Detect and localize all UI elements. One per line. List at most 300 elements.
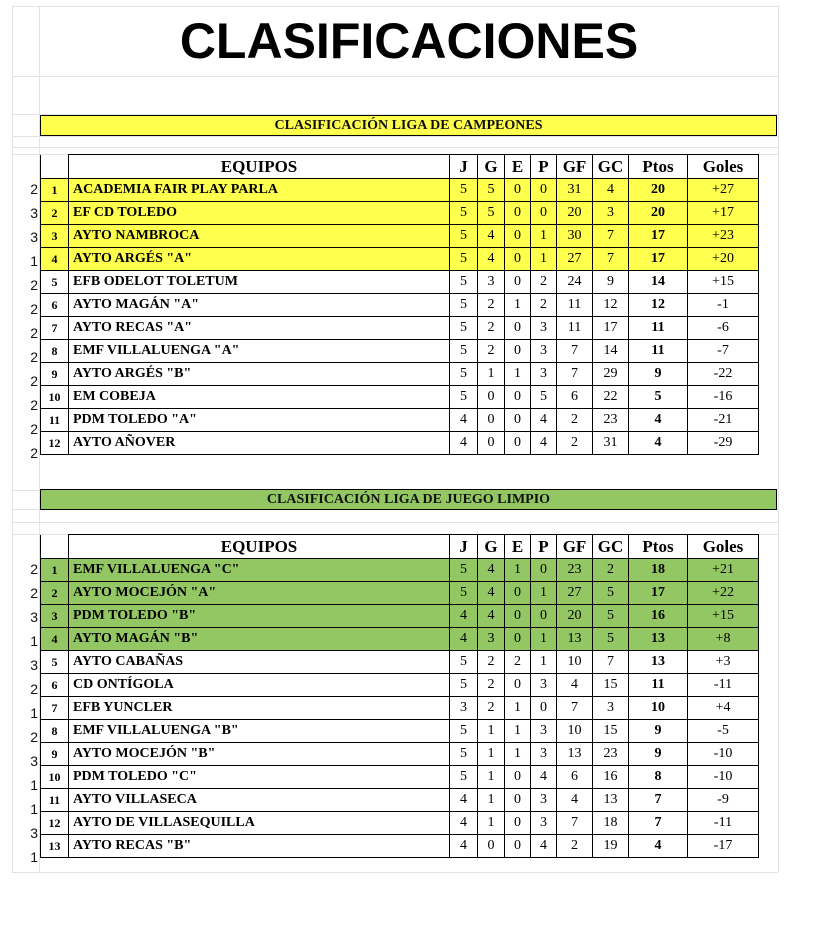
cell-goles: +22 (688, 582, 759, 605)
column-header: P (531, 155, 557, 179)
cell-p: 3 (531, 674, 557, 697)
cell-team: ACADEMIA FAIR PLAY PARLA (69, 179, 450, 202)
cell-pts: 8 (629, 766, 688, 789)
cell-e: 0 (505, 202, 531, 225)
cell-j: 5 (450, 363, 478, 386)
cell-gf: 10 (557, 651, 593, 674)
cell-gf: 7 (557, 363, 593, 386)
cell-team: EMF VILLALUENGA "B" (69, 720, 450, 743)
row-side-number: 3 (30, 825, 38, 841)
cell-j: 5 (450, 766, 478, 789)
cell-gc: 16 (593, 766, 629, 789)
column-header: G (478, 155, 505, 179)
cell-pos: 3 (41, 605, 69, 628)
cell-pos: 2 (41, 202, 69, 225)
table-row (41, 835, 759, 858)
cell-team: AYTO ARGÉS "B" (69, 363, 450, 386)
cell-goles: -5 (688, 720, 759, 743)
row-side-number: 2 (30, 729, 38, 745)
table-row (41, 363, 759, 386)
cell-goles: -6 (688, 317, 759, 340)
column-header: GF (557, 535, 593, 559)
row-side-number: 2 (30, 373, 38, 389)
cell-gc: 19 (593, 835, 629, 858)
cell-gc: 15 (593, 674, 629, 697)
cell-goles: +15 (688, 271, 759, 294)
cell-p: 3 (531, 743, 557, 766)
cell-team: AYTO VILLASECA (69, 789, 450, 812)
cell-p: 3 (531, 340, 557, 363)
cell-p: 0 (531, 202, 557, 225)
cell-team: EMF VILLALUENGA "A" (69, 340, 450, 363)
cell-g: 4 (478, 582, 505, 605)
cell-pts: 7 (629, 789, 688, 812)
cell-gc: 22 (593, 386, 629, 409)
column-header: E (505, 155, 531, 179)
section-campeones-header: CLASIFICACIÓN LIGA DE CAMPEONES (40, 115, 777, 136)
cell-goles: -7 (688, 340, 759, 363)
cell-p: 0 (531, 697, 557, 720)
column-header: J (450, 155, 478, 179)
table-row (41, 179, 759, 202)
cell-g: 2 (478, 697, 505, 720)
table-row (41, 340, 759, 363)
row-side-number: 1 (30, 705, 38, 721)
cell-e: 0 (505, 225, 531, 248)
cell-gf: 27 (557, 248, 593, 271)
cell-team: EFB YUNCLER (69, 697, 450, 720)
cell-j: 4 (450, 605, 478, 628)
cell-gc: 5 (593, 628, 629, 651)
cell-e: 0 (505, 582, 531, 605)
cell-team: PDM TOLEDO "A" (69, 409, 450, 432)
cell-g: 1 (478, 743, 505, 766)
cell-gc: 5 (593, 605, 629, 628)
cell-g: 4 (478, 605, 505, 628)
cell-gc: 9 (593, 271, 629, 294)
table-row (41, 202, 759, 225)
cell-e: 0 (505, 386, 531, 409)
column-header: G (478, 535, 505, 559)
cell-pts: 5 (629, 386, 688, 409)
cell-pts: 17 (629, 248, 688, 271)
cell-g: 0 (478, 386, 505, 409)
cell-pos: 6 (41, 294, 69, 317)
cell-pts: 20 (629, 202, 688, 225)
cell-p: 5 (531, 386, 557, 409)
cell-g: 0 (478, 432, 505, 455)
cell-j: 5 (450, 317, 478, 340)
cell-p: 1 (531, 651, 557, 674)
cell-team: PDM TOLEDO "C" (69, 766, 450, 789)
row-side-number: 2 (30, 681, 38, 697)
cell-j: 4 (450, 432, 478, 455)
cell-e: 0 (505, 766, 531, 789)
cell-p: 0 (531, 559, 557, 582)
cell-team: AYTO RECAS "B" (69, 835, 450, 858)
cell-goles: +23 (688, 225, 759, 248)
cell-p: 0 (531, 179, 557, 202)
cell-pts: 13 (629, 628, 688, 651)
cell-gf: 2 (557, 432, 593, 455)
header-blank-cell (41, 535, 69, 559)
cell-gf: 4 (557, 789, 593, 812)
cell-j: 5 (450, 271, 478, 294)
table-row (41, 720, 759, 743)
cell-pts: 11 (629, 340, 688, 363)
cell-pos: 12 (41, 432, 69, 455)
column-header: E (505, 535, 531, 559)
cell-j: 5 (450, 743, 478, 766)
cell-goles: +17 (688, 202, 759, 225)
cell-e: 0 (505, 248, 531, 271)
cell-g: 2 (478, 317, 505, 340)
cell-j: 5 (450, 559, 478, 582)
cell-j: 5 (450, 202, 478, 225)
cell-e: 0 (505, 317, 531, 340)
cell-j: 5 (450, 179, 478, 202)
cell-team: AYTO DE VILLASEQUILLA (69, 812, 450, 835)
row-side-number: 3 (30, 657, 38, 673)
cell-pos: 1 (41, 179, 69, 202)
row-side-number: 1 (30, 777, 38, 793)
cell-g: 1 (478, 720, 505, 743)
cell-gf: 20 (557, 605, 593, 628)
row-side-number: 2 (30, 325, 38, 341)
cell-gf: 7 (557, 697, 593, 720)
cell-gc: 4 (593, 179, 629, 202)
cell-e: 2 (505, 651, 531, 674)
cell-j: 4 (450, 409, 478, 432)
cell-gf: 23 (557, 559, 593, 582)
header-blank-cell (41, 155, 69, 179)
cell-g: 4 (478, 248, 505, 271)
cell-gf: 6 (557, 766, 593, 789)
cell-p: 1 (531, 628, 557, 651)
cell-goles: +15 (688, 605, 759, 628)
cell-goles: -17 (688, 835, 759, 858)
cell-j: 5 (450, 340, 478, 363)
column-header: Ptos (629, 535, 688, 559)
cell-pts: 9 (629, 363, 688, 386)
cell-pts: 12 (629, 294, 688, 317)
cell-pos: 2 (41, 582, 69, 605)
cell-gc: 7 (593, 225, 629, 248)
cell-pos: 13 (41, 835, 69, 858)
cell-goles: -9 (688, 789, 759, 812)
cell-gc: 3 (593, 697, 629, 720)
table-row (41, 628, 759, 651)
cell-j: 5 (450, 248, 478, 271)
cell-pts: 14 (629, 271, 688, 294)
cell-pts: 4 (629, 409, 688, 432)
cell-pos: 11 (41, 789, 69, 812)
cell-g: 5 (478, 202, 505, 225)
cell-team: EFB ODELOT TOLETUM (69, 271, 450, 294)
column-header: GC (593, 535, 629, 559)
cell-goles: +3 (688, 651, 759, 674)
cell-pts: 11 (629, 674, 688, 697)
table-row (41, 409, 759, 432)
cell-gf: 30 (557, 225, 593, 248)
cell-gf: 7 (557, 812, 593, 835)
table-header-row (41, 155, 759, 179)
cell-e: 0 (505, 789, 531, 812)
cell-team: AYTO MAGÁN "B" (69, 628, 450, 651)
table-row (41, 559, 759, 582)
cell-pos: 5 (41, 271, 69, 294)
cell-gf: 13 (557, 628, 593, 651)
cell-pos: 7 (41, 317, 69, 340)
table-row (41, 743, 759, 766)
cell-j: 4 (450, 835, 478, 858)
cell-pts: 18 (629, 559, 688, 582)
cell-gc: 23 (593, 409, 629, 432)
cell-goles: -29 (688, 432, 759, 455)
cell-e: 1 (505, 363, 531, 386)
cell-team: EMF VILLALUENGA "C" (69, 559, 450, 582)
table-row (41, 294, 759, 317)
table-row (41, 271, 759, 294)
cell-pos: 11 (41, 409, 69, 432)
cell-g: 4 (478, 559, 505, 582)
cell-gc: 31 (593, 432, 629, 455)
row-side-number: 3 (30, 753, 38, 769)
cell-j: 5 (450, 651, 478, 674)
cell-j: 5 (450, 386, 478, 409)
cell-p: 4 (531, 766, 557, 789)
cell-g: 2 (478, 674, 505, 697)
table-row (41, 789, 759, 812)
cell-goles: -1 (688, 294, 759, 317)
cell-pos: 10 (41, 386, 69, 409)
cell-e: 0 (505, 835, 531, 858)
cell-j: 3 (450, 697, 478, 720)
cell-g: 3 (478, 628, 505, 651)
cell-goles: +27 (688, 179, 759, 202)
cell-team: EF CD TOLEDO (69, 202, 450, 225)
row-side-number: 2 (30, 301, 38, 317)
cell-g: 2 (478, 340, 505, 363)
cell-pos: 4 (41, 628, 69, 651)
table-header-row (41, 535, 759, 559)
column-header: Goles (688, 155, 759, 179)
row-side-number: 2 (30, 445, 38, 461)
cell-pos: 8 (41, 340, 69, 363)
cell-gf: 20 (557, 202, 593, 225)
row-side-number: 1 (30, 253, 38, 269)
cell-j: 4 (450, 812, 478, 835)
column-header: EQUIPOS (69, 535, 450, 559)
cell-p: 4 (531, 835, 557, 858)
cell-e: 0 (505, 409, 531, 432)
cell-gc: 18 (593, 812, 629, 835)
table-row (41, 317, 759, 340)
cell-j: 4 (450, 628, 478, 651)
column-header: GF (557, 155, 593, 179)
table-row (41, 766, 759, 789)
column-header: Ptos (629, 155, 688, 179)
column-header: EQUIPOS (69, 155, 450, 179)
table-row (41, 697, 759, 720)
row-side-number: 3 (30, 609, 38, 625)
cell-team: CD ONTÍGOLA (69, 674, 450, 697)
cell-pos: 12 (41, 812, 69, 835)
cell-goles: -11 (688, 674, 759, 697)
cell-e: 0 (505, 179, 531, 202)
cell-j: 4 (450, 789, 478, 812)
cell-team: AYTO AÑOVER (69, 432, 450, 455)
cell-pos: 5 (41, 651, 69, 674)
cell-pts: 7 (629, 812, 688, 835)
row-side-number: 3 (30, 229, 38, 245)
cell-pts: 10 (629, 697, 688, 720)
cell-g: 0 (478, 409, 505, 432)
cell-pos: 3 (41, 225, 69, 248)
cell-pts: 9 (629, 720, 688, 743)
cell-e: 0 (505, 605, 531, 628)
table-row (41, 248, 759, 271)
cell-gc: 14 (593, 340, 629, 363)
cell-pos: 4 (41, 248, 69, 271)
cell-gf: 24 (557, 271, 593, 294)
cell-e: 1 (505, 294, 531, 317)
cell-goles: -16 (688, 386, 759, 409)
page-title: CLASIFICACIONES (179, 13, 639, 69)
row-side-number: 2 (30, 397, 38, 413)
cell-gc: 13 (593, 789, 629, 812)
cell-pos: 9 (41, 743, 69, 766)
row-side-number: 2 (30, 277, 38, 293)
cell-team: AYTO MOCEJÓN "B" (69, 743, 450, 766)
standings-table-juego-limpio (40, 534, 759, 858)
row-side-number: 2 (30, 181, 38, 197)
cell-gf: 2 (557, 835, 593, 858)
table-row (41, 386, 759, 409)
cell-p: 3 (531, 720, 557, 743)
cell-e: 0 (505, 628, 531, 651)
cell-pos: 1 (41, 559, 69, 582)
cell-gf: 11 (557, 294, 593, 317)
cell-g: 3 (478, 271, 505, 294)
row-side-number: 2 (30, 421, 38, 437)
cell-goles: -21 (688, 409, 759, 432)
cell-e: 0 (505, 340, 531, 363)
cell-p: 4 (531, 409, 557, 432)
cell-pts: 17 (629, 582, 688, 605)
cell-j: 5 (450, 225, 478, 248)
cell-goles: +8 (688, 628, 759, 651)
cell-e: 0 (505, 674, 531, 697)
cell-e: 1 (505, 743, 531, 766)
table-row (41, 582, 759, 605)
table-row (41, 605, 759, 628)
cell-pts: 17 (629, 225, 688, 248)
row-side-number: 2 (30, 585, 38, 601)
cell-pts: 9 (629, 743, 688, 766)
cell-e: 0 (505, 271, 531, 294)
cell-p: 3 (531, 363, 557, 386)
cell-pos: 6 (41, 674, 69, 697)
row-side-number: 1 (30, 849, 38, 865)
cell-p: 1 (531, 225, 557, 248)
cell-goles: -11 (688, 812, 759, 835)
table-row (41, 225, 759, 248)
standings-table-campeones (40, 154, 759, 455)
cell-g: 1 (478, 789, 505, 812)
cell-gf: 31 (557, 179, 593, 202)
cell-g: 4 (478, 225, 505, 248)
cell-g: 1 (478, 363, 505, 386)
cell-gf: 7 (557, 340, 593, 363)
cell-e: 1 (505, 720, 531, 743)
cell-pts: 4 (629, 835, 688, 858)
cell-gf: 10 (557, 720, 593, 743)
cell-team: AYTO NAMBROCA (69, 225, 450, 248)
cell-j: 5 (450, 674, 478, 697)
cell-p: 2 (531, 294, 557, 317)
column-header: P (531, 535, 557, 559)
cell-g: 5 (478, 179, 505, 202)
cell-team: AYTO MAGÁN "A" (69, 294, 450, 317)
cell-g: 2 (478, 294, 505, 317)
row-side-number: 2 (30, 349, 38, 365)
cell-gc: 3 (593, 202, 629, 225)
table-row (41, 432, 759, 455)
column-header: GC (593, 155, 629, 179)
cell-pts: 11 (629, 317, 688, 340)
cell-gc: 2 (593, 559, 629, 582)
row-side-number: 1 (30, 801, 38, 817)
cell-gf: 11 (557, 317, 593, 340)
column-header: J (450, 535, 478, 559)
cell-p: 2 (531, 271, 557, 294)
cell-team: AYTO ARGÉS "A" (69, 248, 450, 271)
cell-p: 1 (531, 582, 557, 605)
cell-goles: -22 (688, 363, 759, 386)
cell-gc: 23 (593, 743, 629, 766)
cell-g: 1 (478, 766, 505, 789)
cell-g: 1 (478, 812, 505, 835)
cell-e: 0 (505, 812, 531, 835)
cell-j: 5 (450, 582, 478, 605)
cell-gc: 7 (593, 651, 629, 674)
cell-j: 5 (450, 720, 478, 743)
cell-gc: 12 (593, 294, 629, 317)
cell-goles: +20 (688, 248, 759, 271)
cell-pts: 16 (629, 605, 688, 628)
row-side-number: 2 (30, 561, 38, 577)
cell-pts: 4 (629, 432, 688, 455)
column-header: Goles (688, 535, 759, 559)
cell-gc: 7 (593, 248, 629, 271)
cell-p: 3 (531, 812, 557, 835)
cell-g: 0 (478, 835, 505, 858)
cell-pts: 13 (629, 651, 688, 674)
row-side-number: 3 (30, 205, 38, 221)
cell-team: AYTO MOCEJÓN "A" (69, 582, 450, 605)
cell-pts: 20 (629, 179, 688, 202)
cell-e: 0 (505, 432, 531, 455)
cell-pos: 9 (41, 363, 69, 386)
cell-gf: 27 (557, 582, 593, 605)
cell-pos: 7 (41, 697, 69, 720)
cell-p: 1 (531, 248, 557, 271)
cell-gc: 29 (593, 363, 629, 386)
cell-pos: 8 (41, 720, 69, 743)
cell-gf: 2 (557, 409, 593, 432)
cell-gf: 4 (557, 674, 593, 697)
